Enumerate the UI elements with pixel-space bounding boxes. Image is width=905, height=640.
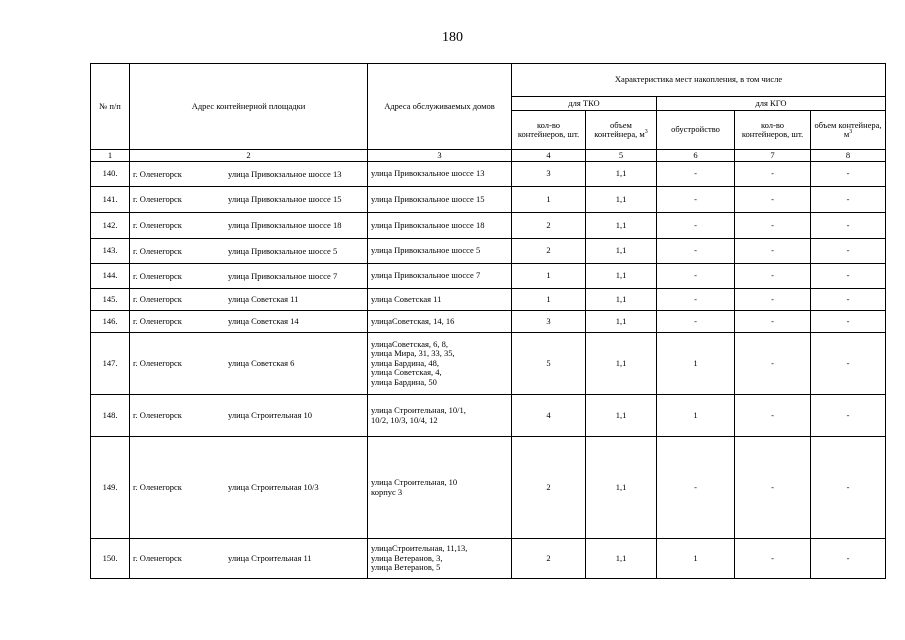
col-number: 8: [811, 150, 886, 162]
kgo-container-volume: -: [811, 311, 886, 333]
served-houses: улица Строительная, 10 корпус 3: [368, 437, 512, 539]
header-tko-volume-text: объем контейнера, м: [594, 119, 645, 139]
header-tko-count: кол-во контейнеров, шт.: [512, 111, 586, 150]
tko-container-volume: 1,1: [586, 162, 657, 187]
kgo-container-count: -: [735, 213, 811, 239]
address-street: улица Привокзальное шоссе 13: [228, 168, 342, 179]
kgo-container-count: -: [735, 437, 811, 539]
row-number: 148.: [91, 395, 130, 437]
container-site-address: [130, 539, 368, 579]
row-number: 141.: [91, 187, 130, 213]
container-site-address: [130, 213, 368, 239]
kgo-container-count: -: [735, 539, 811, 579]
kgo-setup: -: [657, 289, 735, 311]
container-site-address: [130, 311, 368, 333]
address-street: улица Привокзальное шоссе 5: [228, 245, 338, 256]
kgo-container-count: -: [735, 239, 811, 264]
container-site-address: [130, 162, 368, 187]
header-kgo-volume: [811, 111, 886, 150]
served-houses: улица Привокзальное шоссе 7: [368, 264, 512, 289]
address-city: г. Оленегорск: [133, 245, 182, 256]
address-street: улица Привокзальное шоссе 7: [228, 270, 338, 281]
tko-container-volume: 1,1: [586, 333, 657, 395]
served-houses: улицаСтроительная, 11,13, улица Ветеранов, 3, улица Ветеранов, 5: [368, 539, 512, 579]
kgo-container-volume: -: [811, 333, 886, 395]
tko-container-volume: 1,1: [586, 437, 657, 539]
superscript-3: 3: [644, 129, 648, 136]
tko-container-count: 4: [512, 395, 586, 437]
tko-container-count: 2: [512, 239, 586, 264]
row-number: 143.: [91, 239, 130, 264]
header-characteristics: Характеристика мест накопления, в том числе: [512, 64, 886, 97]
tko-container-volume: 1,1: [586, 264, 657, 289]
address-city: г. Оленегорск: [133, 410, 182, 421]
kgo-setup: 1: [657, 539, 735, 579]
address-street: улица Советская 11: [228, 294, 299, 305]
address-city: г. Оленегорск: [133, 358, 182, 369]
container-site-address: [130, 289, 368, 311]
kgo-container-volume: -: [811, 264, 886, 289]
col-number: 6: [657, 150, 735, 162]
row-number: 146.: [91, 311, 130, 333]
tko-container-volume: 1,1: [586, 239, 657, 264]
tko-container-volume: 1,1: [586, 395, 657, 437]
served-houses: улицаСоветская, 14, 16: [368, 311, 512, 333]
kgo-setup: -: [657, 437, 735, 539]
address-street: улица Строительная 11: [228, 553, 312, 564]
tko-container-count: 2: [512, 437, 586, 539]
served-houses: улица Привокзальное шоссе 18: [368, 213, 512, 239]
kgo-container-volume: -: [811, 395, 886, 437]
container-site-address: [130, 264, 368, 289]
served-houses: улицаСоветская, 6, 8, улица Мира, 31, 33, 35, улица Бардина, 48, улица Советская, 4, улица Бардина, 50: [368, 333, 512, 395]
address-city: г. Оленегорск: [133, 316, 182, 327]
address-street: улица Строительная 10: [228, 410, 312, 421]
table-body: [91, 64, 886, 579]
served-houses: улица Привокзальное шоссе 5: [368, 239, 512, 264]
col-number: 7: [735, 150, 811, 162]
kgo-setup: -: [657, 162, 735, 187]
kgo-container-volume: -: [811, 289, 886, 311]
table-row: [91, 213, 886, 239]
row-number: 145.: [91, 289, 130, 311]
kgo-container-volume: -: [811, 162, 886, 187]
container-site-address: [130, 437, 368, 539]
table-row: [91, 162, 886, 187]
tko-container-count: 1: [512, 289, 586, 311]
containers-table: [90, 63, 886, 579]
address-city: г. Оленегорск: [133, 482, 182, 493]
table-row: [91, 437, 886, 539]
table-row: [91, 333, 886, 395]
col-number: 3: [368, 150, 512, 162]
tko-container-count: 2: [512, 539, 586, 579]
kgo-container-volume: -: [811, 239, 886, 264]
address-city: г. Оленегорск: [133, 553, 182, 564]
kgo-container-volume: -: [811, 539, 886, 579]
table-row: [91, 395, 886, 437]
table-row: [91, 264, 886, 289]
header-kgo-count: кол-во контейнеров, шт.: [735, 111, 811, 150]
superscript-3: 3: [849, 129, 853, 136]
table-row: [91, 239, 886, 264]
kgo-container-count: -: [735, 333, 811, 395]
row-number: 142.: [91, 213, 130, 239]
kgo-container-count: -: [735, 187, 811, 213]
container-site-address: [130, 395, 368, 437]
row-number: 147.: [91, 333, 130, 395]
container-site-address: [130, 333, 368, 395]
kgo-container-count: -: [735, 264, 811, 289]
kgo-container-count: -: [735, 162, 811, 187]
address-street: улица Привокзальное шоссе 15: [228, 194, 342, 205]
address-city: г. Оленегорск: [133, 220, 182, 231]
kgo-container-volume: -: [811, 437, 886, 539]
tko-container-count: 3: [512, 162, 586, 187]
tko-container-volume: 1,1: [586, 289, 657, 311]
served-houses: улица Советская 11: [368, 289, 512, 311]
kgo-setup: 1: [657, 395, 735, 437]
header-kgo-setup: обустройство: [657, 111, 735, 150]
kgo-container-count: -: [735, 289, 811, 311]
address-city: г. Оленегорск: [133, 168, 182, 179]
col-number: 2: [130, 150, 368, 162]
row-number: 144.: [91, 264, 130, 289]
address-street: улица Советская 14: [228, 316, 299, 327]
address-city: г. Оленегорск: [133, 194, 182, 205]
container-site-address: [130, 187, 368, 213]
tko-container-volume: 1,1: [586, 539, 657, 579]
column-number-row: [91, 150, 886, 162]
address-street: улица Советская 6: [228, 358, 295, 369]
header-served: Адреса обслуживаемых домов: [368, 64, 512, 150]
col-number: 4: [512, 150, 586, 162]
tko-container-count: 2: [512, 213, 586, 239]
header-kgo: для КГО: [657, 97, 886, 111]
kgo-setup: -: [657, 187, 735, 213]
kgo-setup: -: [657, 311, 735, 333]
tko-container-volume: 1,1: [586, 311, 657, 333]
served-houses: улица Привокзальное шоссе 13: [368, 162, 512, 187]
kgo-container-count: -: [735, 311, 811, 333]
served-houses: улица Строительная, 10/1, 10/2, 10/3, 10/4, 12: [368, 395, 512, 437]
col-number: 5: [586, 150, 657, 162]
page-number: 180: [442, 30, 463, 45]
address-city: г. Оленегорск: [133, 294, 182, 305]
tko-container-volume: 1,1: [586, 187, 657, 213]
table-row: [91, 187, 886, 213]
address-street: улица Привокзальное шоссе 18: [228, 220, 342, 231]
served-houses: улица Привокзальное шоссе 15: [368, 187, 512, 213]
header-num: № п/п: [91, 64, 130, 150]
header-kgo-volume-text: объем контейнера, м: [814, 119, 882, 139]
kgo-container-volume: -: [811, 213, 886, 239]
kgo-setup: -: [657, 264, 735, 289]
row-number: 150.: [91, 539, 130, 579]
header-address: Адрес контейнерной площадки: [130, 64, 368, 150]
kgo-setup: 1: [657, 333, 735, 395]
kgo-setup: -: [657, 213, 735, 239]
col-number: 1: [91, 150, 130, 162]
tko-container-count: 1: [512, 187, 586, 213]
row-number: 140.: [91, 162, 130, 187]
table-row: [91, 289, 886, 311]
tko-container-volume: 1,1: [586, 213, 657, 239]
kgo-container-volume: -: [811, 187, 886, 213]
tko-container-count: 3: [512, 311, 586, 333]
header-tko: для ТКО: [512, 97, 657, 111]
table-row: [91, 539, 886, 579]
address-street: улица Строительная 10/3: [228, 482, 319, 493]
table-row: [91, 311, 886, 333]
tko-container-count: 1: [512, 264, 586, 289]
kgo-container-count: -: [735, 395, 811, 437]
kgo-setup: -: [657, 239, 735, 264]
header-tko-volume: [586, 111, 657, 150]
address-city: г. Оленегорск: [133, 270, 182, 281]
row-number: 149.: [91, 437, 130, 539]
tko-container-count: 5: [512, 333, 586, 395]
container-site-address: [130, 239, 368, 264]
